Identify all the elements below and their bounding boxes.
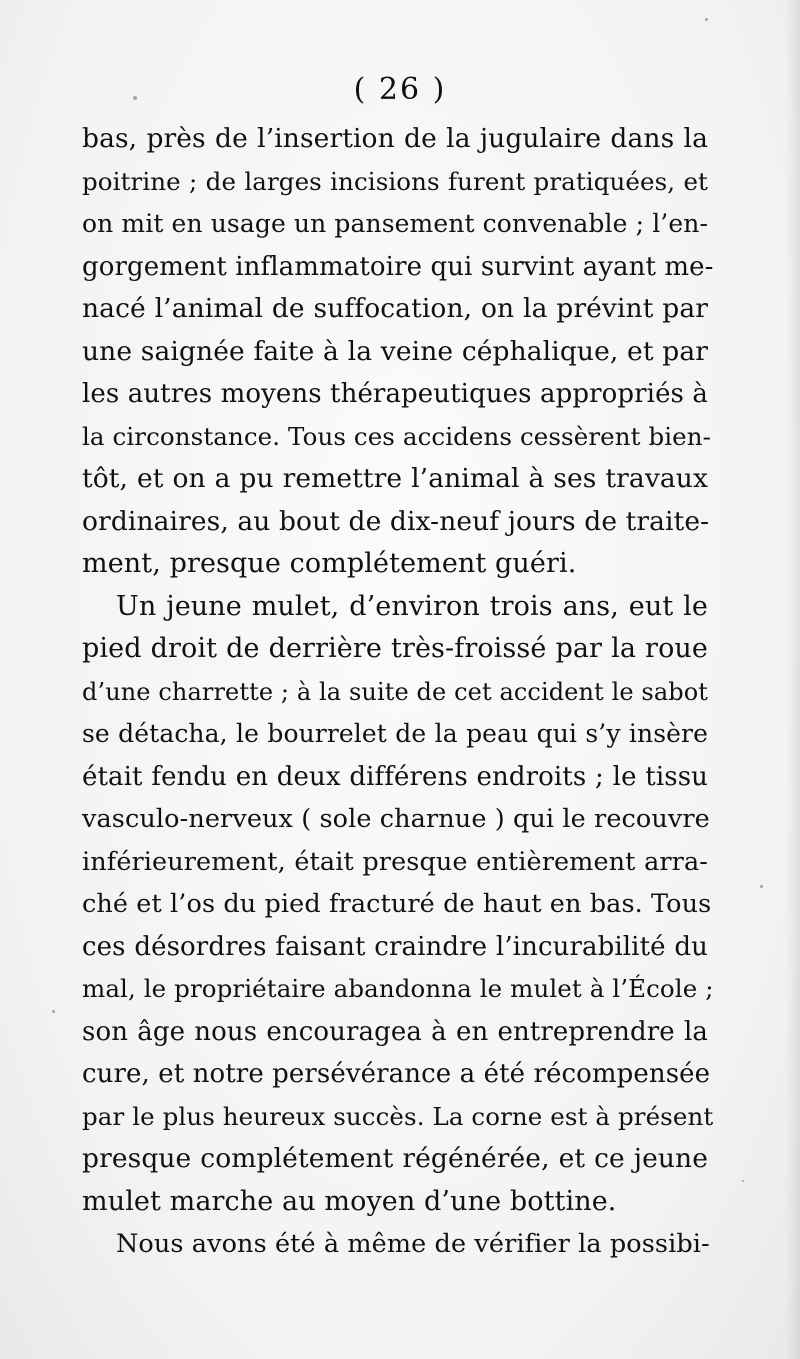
text-line: on mit en usage un pansement convenable ; l’en- xyxy=(82,209,708,238)
text-line: une saignée faite à la veine céphalique, et par xyxy=(82,335,708,367)
text-line: inférieurement, était presque entièrement arra- xyxy=(82,846,708,877)
text-line: cure, et notre persévérance a été récompensée xyxy=(82,1059,711,1089)
text-line: presque complétement régénérée, et ce jeune xyxy=(82,1143,708,1174)
page-edge-shadow xyxy=(786,0,800,1359)
text-line: Nous avons été à même de vérifier la possibi- xyxy=(116,1229,710,1259)
text-line: se détacha, le bourrelet de la peau qui s’y insère xyxy=(82,719,708,748)
text-line: était fendu en deux différens endroits ; le tissu xyxy=(82,761,708,792)
text-line: nacé l’animal de suffocation, on la prévint par xyxy=(82,293,708,324)
text-line: ché et l’os du pied fracturé de haut en bas. Tous xyxy=(82,889,712,919)
text-line: poitrine ; de larges incisions furent pratiquées, et xyxy=(82,166,708,196)
body-text xyxy=(82,118,714,1266)
text-line: ment, presque complétement guéri. xyxy=(82,548,577,579)
page-number: ( 26 ) xyxy=(353,72,447,107)
text-line: mal, le propriétaire abandonna le mulet à l’École ; xyxy=(82,974,714,1003)
text-line: la circonstance. Tous ces accidens cessèrent bien- xyxy=(82,421,712,451)
text-line: gorgement inflammatoire qui survint ayant me- xyxy=(82,251,714,282)
text-line: bas, près de l’insertion de la jugulaire dans la xyxy=(82,123,708,154)
text-line: tôt, et on a pu remettre l’animal à ses travaux xyxy=(82,463,708,494)
text-line: ces désordres faisant craindre l’incurabilité du xyxy=(82,931,708,962)
text-line: pied droit de derrière très-froissé par la roue xyxy=(82,633,708,664)
text-line: les autres moyens thérapeutiques appropriés à xyxy=(82,379,708,409)
text-line: Un jeune mulet, d’environ trois ans, eut le xyxy=(116,590,708,622)
text-line: son âge nous encouragea à en entreprendre la xyxy=(82,1016,708,1047)
text-line: par le plus heureux succès. La corne est à présent xyxy=(82,1101,714,1131)
text-line: vasculo-nerveux ( sole charnue ) qui le recouvre xyxy=(82,804,710,834)
text-line: ordinaires, au bout de dix-neuf jours de traite- xyxy=(82,505,710,537)
text-line: d’une charrette ; à la suite de cet accident le sabot xyxy=(82,677,708,706)
text-line: mulet marche au moyen d’une bottine. xyxy=(82,1185,617,1217)
